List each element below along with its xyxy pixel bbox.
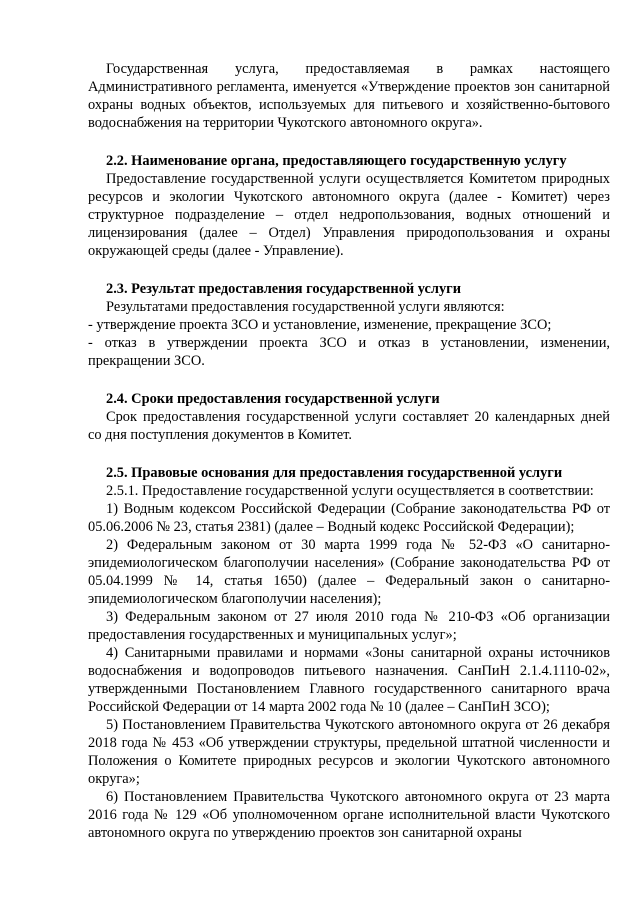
section-gap <box>88 132 610 152</box>
section-gap <box>88 370 610 390</box>
section-2-2-paragraph: Предоставление государственной услуги осуществляется Комитетом природных ресурсов и экологии Чукотского автономного округа (далее - Комитет) через структурное подразделение – отдел недропользования, водных отношений и лицензирования (далее – Отдел) Управления природопользования и охраны окружающей среды (далее - Управление). <box>88 171 610 259</box>
section-gap <box>88 444 610 464</box>
section-2-2-heading: 2.2. Наименование органа, предоставляющего государственную услугу <box>106 153 567 169</box>
section-2-5-item-6: 6) Постановлением Правительства Чукотского автономного округа от 23 марта 2016 года № 129 «Об уполномоченном органе исполнительной власти Чукотского автономного округа по утверждению проектов зон санитарной охраны <box>88 789 610 841</box>
section-2-5-item-2: 2) Федеральным законом от 30 марта 1999 года № 52-ФЗ «О санитарно-эпидемиологическом благополучии населения» (Собрание законодательства РФ от 05.04.1999 № 14, статья 1650) (далее – Федеральный закон о санитарно-эпидемиологическом благополучии населения); <box>88 537 610 607</box>
section-2-3-heading: 2.3. Результат предоставления государственной услуги <box>106 281 462 297</box>
section-2-5-item-3: 3) Федеральным законом от 27 июля 2010 года № 210-ФЗ «Об организации предоставления государственных и муниципальных услуг»; <box>88 609 610 643</box>
section-2-3-item-2: - отказ в утверждении проекта ЗСО и отказ в установлении, изменении, прекращении ЗСО. <box>88 335 610 369</box>
document-page <box>88 60 610 842</box>
section-2-5-item-4: 4) Санитарными правилами и нормами «Зоны санитарной охраны источников водоснабжения и водопроводов питьевого назначения. СанПиН 2.1.4.1110-02», утвержденными Постановлением Главного государственного санитарного врача Российской Федерации от 14 марта 2002 года № 10 (далее – СанПиН ЗСО); <box>88 645 610 715</box>
section-2-3-item-1: - утверждение проекта ЗСО и установление, изменение, прекращение ЗСО; <box>88 317 552 333</box>
section-2-4-paragraph: Срок предоставления государственной услуги составляет 20 календарных дней со дня поступления документов в Комитет. <box>88 409 610 443</box>
section-2-3-lead: Результатами предоставления государственной услуги являются: <box>106 299 505 315</box>
intro-paragraph: Государственная услуга, предоставляемая в рамках настоящего Административного регламента, именуется «Утверждение проектов зон санитарной охраны водных объектов, используемых для питьевого и хозяйственно-бытового водоснабжения на территории Чукотского автономного округа». <box>88 61 610 131</box>
section-2-5-item-5: 5) Постановлением Правительства Чукотского автономного округа от 26 декабря 2018 года № 453 «Об утверждении структуры, предельной штатной численности и Положения о Комитете природных ресурсов и экологии Чукотского автономного округа»; <box>88 717 610 787</box>
section-2-5-heading: 2.5. Правовые основания для предоставления государственной услуги <box>106 465 563 481</box>
section-2-5-lead: 2.5.1. Предоставление государственной услуги осуществляется в соответствии: <box>106 483 594 499</box>
section-gap <box>88 260 610 280</box>
section-2-4-heading: 2.4. Сроки предоставления государственной услуги <box>106 391 440 407</box>
section-2-5-item-1: 1) Водным кодексом Российской Федерации (Собрание законодательства РФ от 05.06.2006 № 23, статья 2381) (далее – Водный кодекс Российской Федерации); <box>88 501 610 535</box>
